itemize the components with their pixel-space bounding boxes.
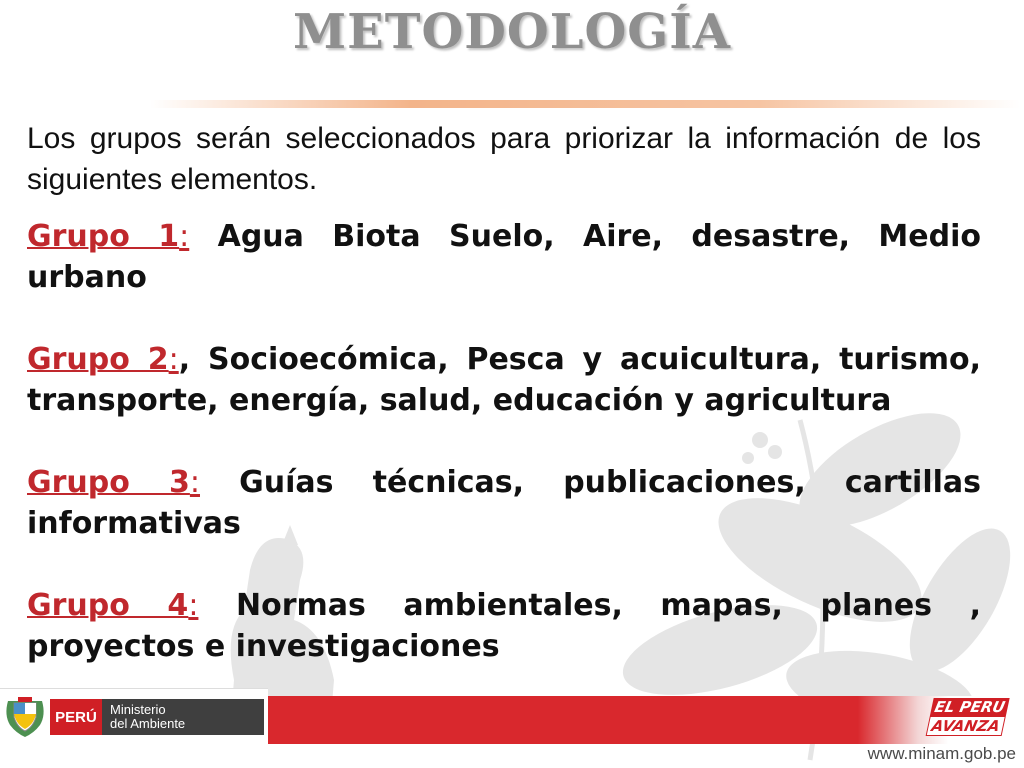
group-3-text: Guías técnicas, publicaciones, cartillas informativas <box>27 465 981 541</box>
group-4-colon: : <box>188 588 199 623</box>
group-1-item <box>27 216 981 298</box>
group-1-colon: : <box>179 219 190 254</box>
ministry-line-2: del Ambiente <box>110 716 186 731</box>
slogan-line-1: EL PERU <box>930 698 1010 716</box>
group-2-item <box>27 339 981 421</box>
intro-paragraph: Los grupos serán seleccionados para priorizar la información de los siguientes elementos. <box>27 122 981 196</box>
ministry-line-1: Ministerio <box>110 702 166 717</box>
group-3-colon: : <box>189 465 200 500</box>
title-underline <box>150 100 1020 108</box>
group-2-label: Grupo 2 <box>27 342 169 377</box>
slide-content <box>27 118 981 708</box>
group-3-item <box>27 462 981 544</box>
footer-logo-area <box>0 688 268 745</box>
group-2-text: , Socioecómica, Pesca y acuicultura, turismo, transporte, energía, salud, educación y agricultura <box>27 342 981 418</box>
group-4-label: Grupo 4 <box>27 588 189 623</box>
ministry-badge <box>102 699 264 735</box>
group-3-label: Grupo 3 <box>27 465 190 500</box>
peru-badge: PERÚ <box>50 699 102 735</box>
group-2-colon: : <box>168 342 179 377</box>
group-1-text: Agua Biota Suelo, Aire, desastre, Medio urbano <box>27 219 982 295</box>
peru-crest-icon <box>4 695 46 739</box>
footer-bar <box>0 688 1024 768</box>
website-url: www.minam.gob.pe <box>867 744 1016 763</box>
slogan-line-2: AVANZA <box>926 716 1006 736</box>
group-1-label: Grupo 1 <box>27 219 180 254</box>
group-4-text: Normas ambientales, mapas, planes , proyectos e investigaciones <box>27 588 981 664</box>
el-peru-avanza-logo <box>910 698 1023 742</box>
page-title: METODOLOGÍA <box>293 4 731 60</box>
group-4-item <box>27 585 981 667</box>
